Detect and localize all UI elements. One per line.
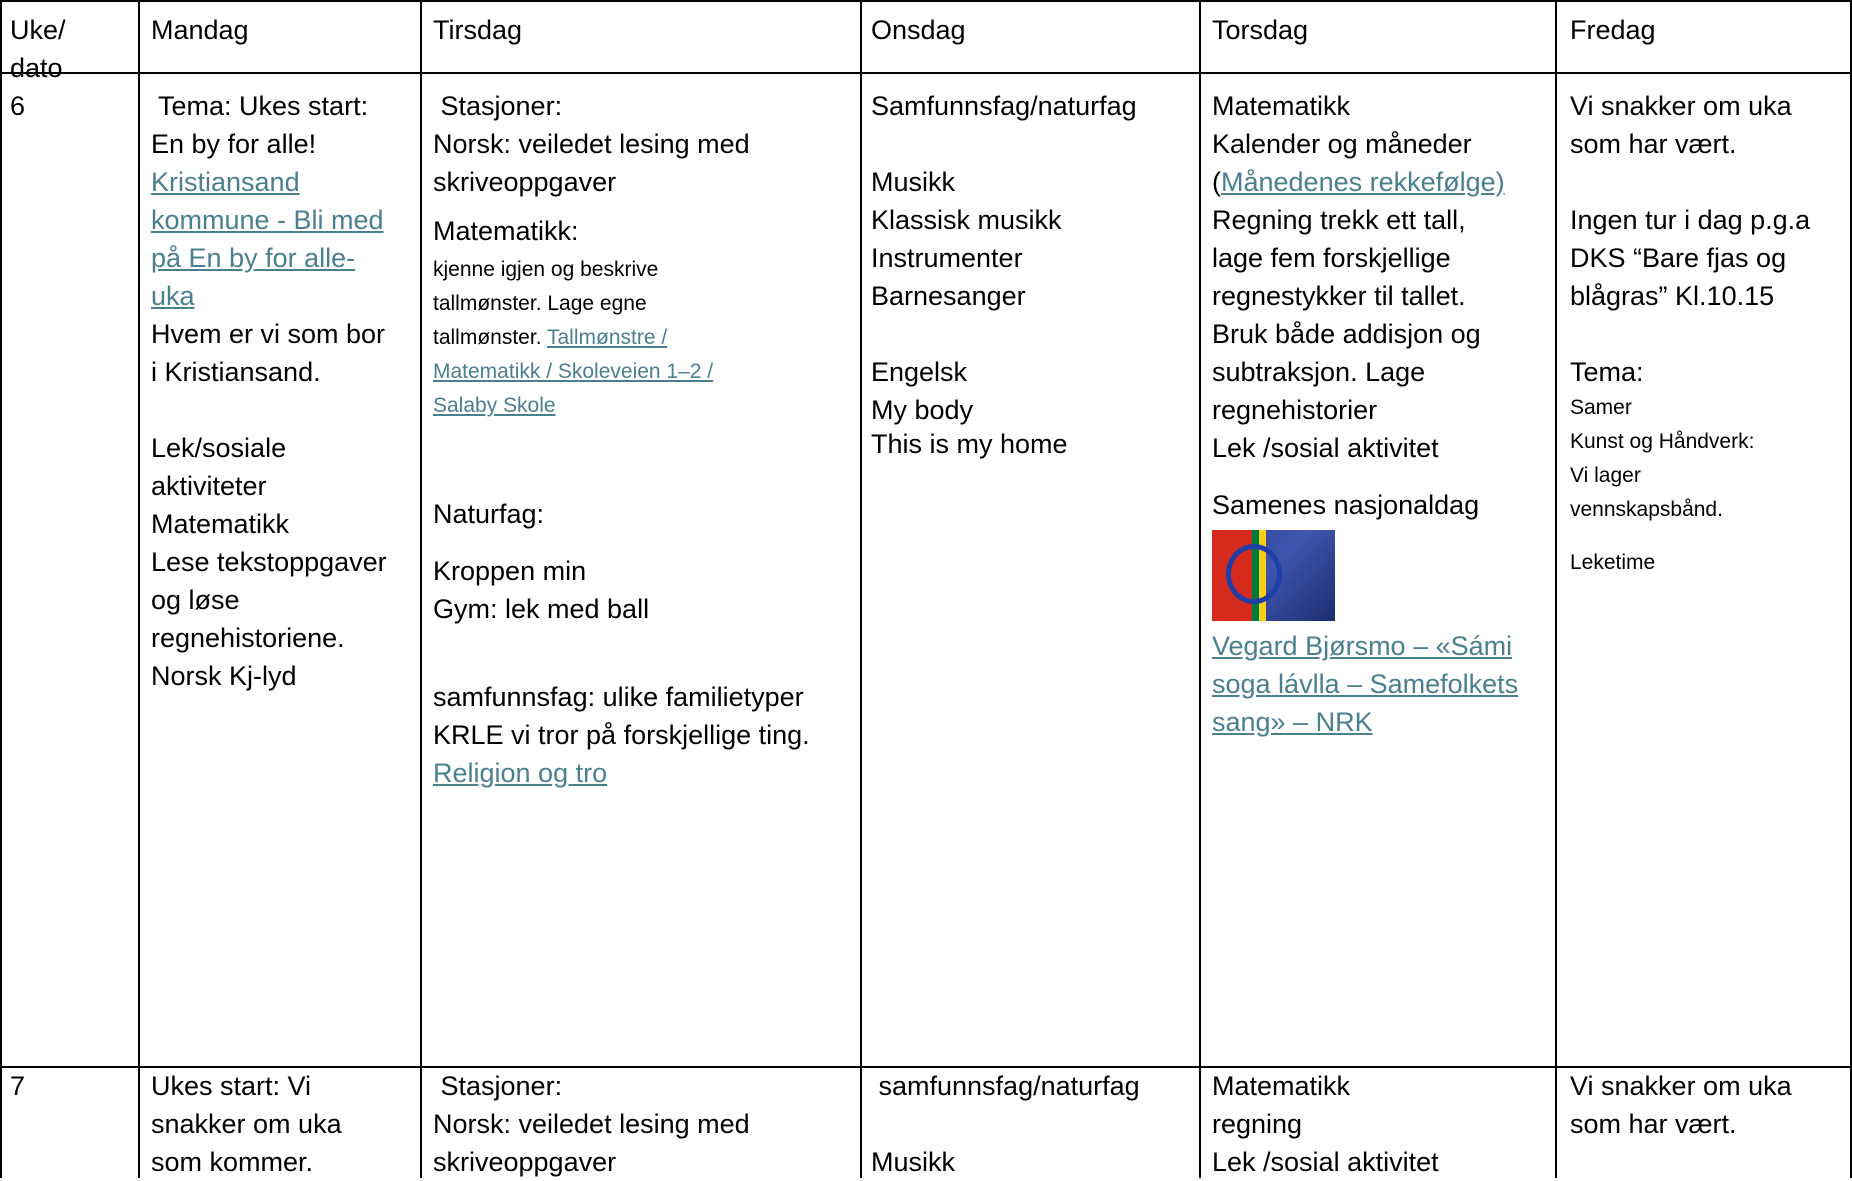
- col-divider-5: [1555, 0, 1557, 1178]
- week6-fredag-cell: Vi snakker om uka som har vært. Ingen tur i dag p.g.a DKS “Bare fjas og blågras” Kl.10.15 Tema: Samer Kunst og Håndverk: Vi lager vennskapsbånd. Leketime: [1570, 91, 1811, 574]
- link-sami-soga-lavlla[interactable]: sang» – NRK: [1212, 707, 1373, 737]
- col-divider-1: [138, 0, 140, 1178]
- link-sami-soga-lavlla[interactable]: soga lávlla – Samefolkets: [1212, 669, 1519, 699]
- week6-onsdag-cell: Samfunnsfag/naturfag Musikk Klassisk musikk Instrumenter Barnesanger Engelsk My body This is my home: [871, 91, 1137, 459]
- week6-tirsdag-cell: Stasjoner: Norsk: veiledet lesing med skriveoppgaver Matematikk: kjenne igjen og beskrive tallmønster. Lage egne tallmønster. Tallmønstre / Matematikk / Skoleveien 1–2 / Salaby Skole Naturfag: Kroppen min Gym: lek med ball samfunnsfag: ulike familietyper KRLE vi tror på forskjellige ting. Religion og tro: [433, 87, 810, 792]
- week7-mandag-cell: Ukes start: Vi snakker om uka som kommer.: [151, 1071, 342, 1177]
- header-tirsdag: Tirsdag: [433, 15, 523, 45]
- link-sami-soga-lavlla[interactable]: Vegard Bjørsmo – «Sámi: [1212, 631, 1513, 661]
- col-divider-0: [0, 0, 2, 1178]
- header-torsdag: Torsdag: [1212, 15, 1309, 45]
- week7-torsdag-cell: Matematikk regning Lek /sosial aktivitet: [1212, 1071, 1439, 1177]
- link-religion-og-tro[interactable]: Religion og tro: [433, 758, 608, 788]
- sami-flag-image: [1212, 530, 1335, 621]
- week6-torsdag-cell: Matematikk Kalender og måneder (Månedenes rekkefølge) Regning trekk ett tall, lage fem forskjellige regnestykker til tallet. Bruk både addisjon og subtraksjon. Lage regnehistorier Lek /sosial aktivitet Samenes nasjonaldag Vegard Bjørsmo – «Sámi soga lávlla – Samefolkets sang» – NRK: [1212, 87, 1518, 741]
- week7-fredag-cell: Vi snakker om uka som har vært.: [1570, 1071, 1792, 1139]
- header-onsdag: Onsdag: [871, 15, 966, 45]
- week6-mandag-cell: Tema: Ukes start: En by for alle! Kristiansand kommune - Bli med på En by for alle- uka Hvem er vi som bor i Kristiansand. Lek/sosiale aktiviteter Matematikk Lese tekstoppgaver og løse regnehistoriene. Norsk Kj-lyd: [151, 91, 387, 691]
- week-number-6: 6: [10, 91, 26, 121]
- week7-onsdag-cell: samfunnsfag/naturfag Musikk: [871, 1071, 1140, 1177]
- header-uke: Uke/ dato: [10, 15, 66, 83]
- link-manedenes-rekkefolge[interactable]: Månedenes rekkefølge): [1221, 167, 1505, 197]
- header-fredag: Fredag: [1570, 15, 1656, 45]
- col-divider-4: [1199, 0, 1201, 1178]
- link-tallmonstre[interactable]: Matematikk / Skoleveien 1–2 /: [433, 360, 714, 383]
- table-border-top: [0, 0, 1852, 2]
- link-kristiansand-kommune[interactable]: på En by for alle-: [151, 243, 356, 273]
- header-mandag: Mandag: [151, 15, 249, 45]
- link-kristiansand-kommune[interactable]: kommune - Bli med: [151, 205, 384, 235]
- link-kristiansand-kommune[interactable]: Kristiansand: [151, 167, 300, 197]
- col-divider-3: [860, 0, 862, 1178]
- link-tallmonstre[interactable]: Tallmønstre /: [546, 326, 668, 349]
- week7-tirsdag-cell: Stasjoner: Norsk: veiledet lesing med skriveoppgaver: [433, 1071, 750, 1177]
- row-divider-header: [0, 72, 1852, 74]
- col-divider-2: [420, 0, 422, 1178]
- link-tallmonstre[interactable]: Salaby Skole: [433, 394, 556, 417]
- week-number-7: 7: [10, 1071, 26, 1101]
- link-kristiansand-kommune[interactable]: uka: [151, 281, 195, 311]
